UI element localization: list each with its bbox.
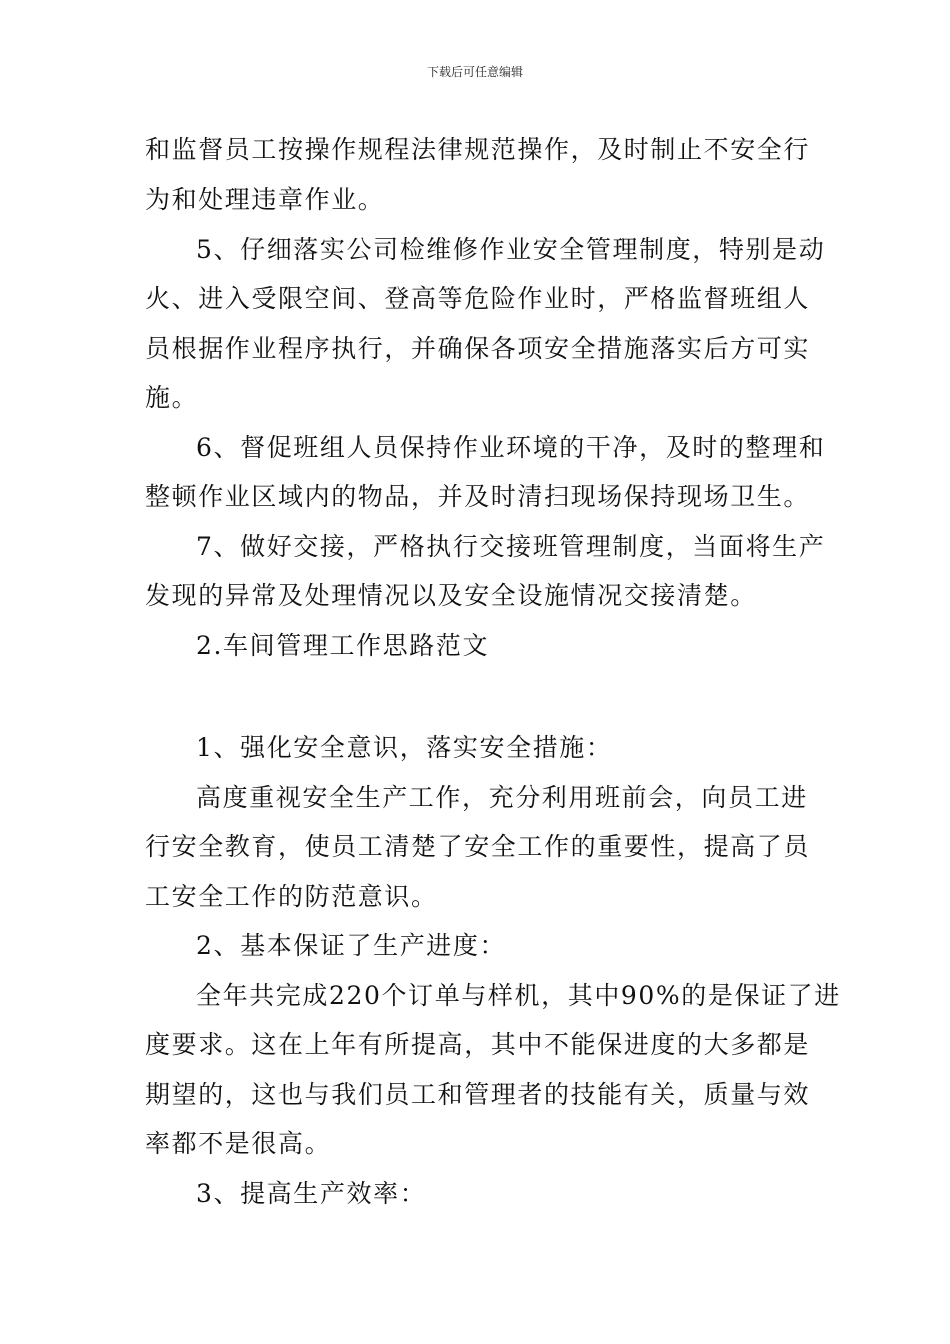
text-line: 全年共完成220个订单与样机，其中90%的是保证了进 [196,981,841,1010]
page-header: 下载后可任意编辑 [426,65,523,79]
text-line: 和监督员工按操作规程法律规范操作，及时制止不安全行 [145,135,811,164]
text-line: 3、提高生产效率： [196,1179,427,1208]
section-heading: 2.车间管理工作思路范文 [196,631,490,660]
text-line: 1、强化安全意识，落实安全措施： [196,733,613,762]
text-line: 度要求。这在上年有所提高，其中不能保进度的大多都是 [145,1030,811,1059]
text-line: 整顿作业区域内的物品，并及时清扫现场保持现场卫生。 [145,482,811,511]
text-line: 为和处理违章作业。 [145,185,385,214]
text-line: 员根据作业程序执行，并确保各项安全措施落实后方可实 [145,334,811,363]
text-line: 期望的，这也与我们员工和管理者的技能有关，质量与效 [145,1080,811,1109]
text-line: 工安全工作的防范意识。 [145,882,438,911]
text-line: 施。 [145,383,199,412]
text-line: 7、做好交接，严格执行交接班管理制度，当面将生产 [196,532,826,561]
text-line: 5、仔细落实公司检维修作业安全管理制度，特别是动 [196,235,826,264]
text-line: 6、督促班组人员保持作业环境的干净，及时的整理和 [196,433,826,462]
text-line: 2、基本保证了生产进度： [196,931,507,960]
text-line: 行安全教育，使员工清楚了安全工作的重要性，提高了员 [145,832,811,861]
text-line: 高度重视安全生产工作，充分利用班前会，向员工进 [196,783,808,812]
text-line: 发现的异常及处理情况以及安全设施情况交接清楚。 [145,581,757,610]
text-line: 火、进入受限空间、登高等危险作业时，严格监督班组人 [145,284,811,313]
text-line: 率都不是很高。 [145,1129,332,1158]
